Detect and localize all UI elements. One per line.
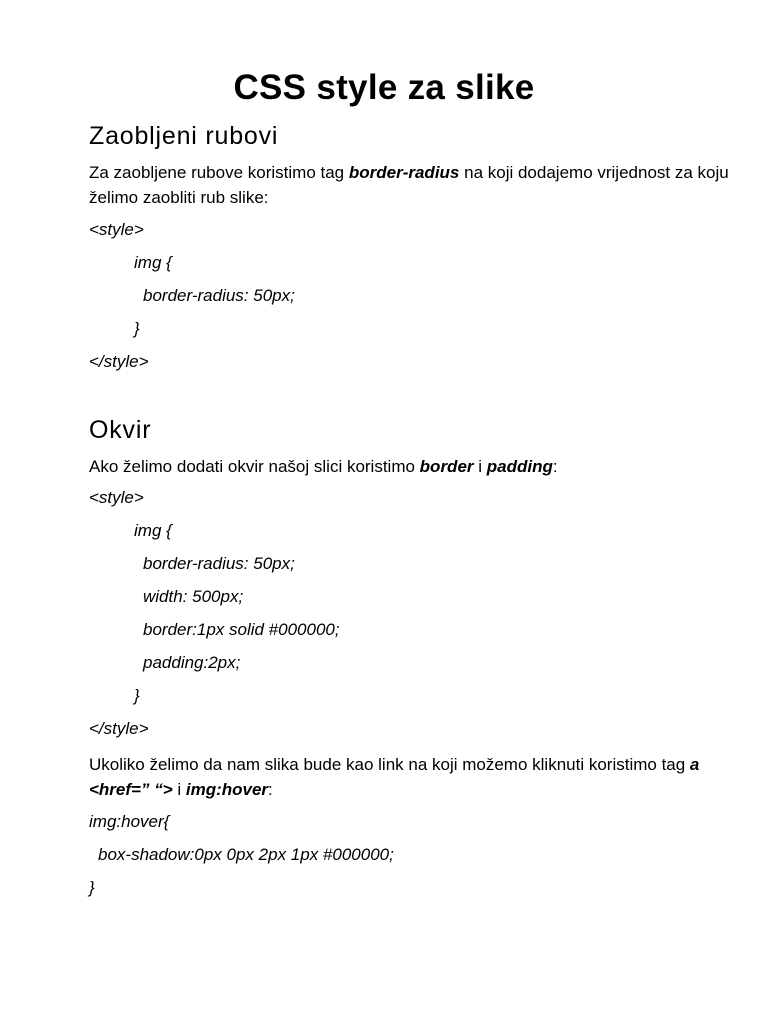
code2-style-close: </style> — [89, 719, 149, 738]
code-style-close: </style> — [89, 352, 149, 371]
code3-rule-box-shadow: box-shadow:0px 0px 2px 1px #000000; — [98, 845, 394, 864]
section-heading-zaobljeni-rubovi: Zaobljeni rubovi — [89, 122, 279, 150]
section2-paragraph — [89, 454, 729, 479]
code3-hover-selector: img:hover{ — [89, 812, 170, 831]
section2-keyword-img-hover: img:hover — [185, 780, 269, 799]
section2-link-text: Ukoliko želimo da nam slika bude kao link na koji možemo kliknuti koristimo tag — [89, 755, 690, 774]
section2-keyword-padding: padding — [486, 457, 553, 476]
code2-style-open: <style> — [89, 488, 144, 507]
section1-paragraph-text-2: na koji dodajemo vrijednost za koju želimo zaobliti rub slike: — [89, 163, 729, 207]
code2-rule-border: border:1px solid #000000; — [143, 620, 340, 639]
code2-rule-width: width: 500px; — [143, 587, 244, 606]
section2-paragraph-text: Ako želimo dodati okvir našoj slici koristimo — [89, 457, 420, 476]
section2-link-text-2: i — [172, 780, 186, 799]
code2-close-brace: } — [134, 686, 140, 705]
section-heading-okvir: Okvir — [89, 416, 152, 444]
section2-keyword-border: border — [419, 457, 474, 476]
section1-paragraph-text: Za zaobljene rubove koristimo tag — [89, 163, 349, 182]
section2-paragraph-text-2: i — [473, 457, 487, 476]
page-title: CSS style za slike — [233, 68, 535, 107]
section2-paragraph-text-3: : — [552, 457, 558, 476]
code2-rule-padding: padding:2px; — [143, 653, 241, 672]
code-rule-border-radius: border-radius: 50px; — [143, 286, 295, 305]
section2-keyword-a-href: a <href=” “> — [89, 755, 700, 799]
code2-img-open: img { — [134, 521, 172, 540]
section1-keyword-border-radius: border-radius — [348, 163, 460, 182]
code-close-brace: } — [134, 319, 140, 338]
code3-close-brace: } — [89, 878, 95, 897]
code-img-open: img { — [134, 253, 172, 272]
code2-rule-border-radius: border-radius: 50px; — [143, 554, 295, 573]
section2-paragraph-link — [89, 752, 729, 802]
code-style-open: <style> — [89, 220, 144, 239]
section2-link-text-3: : — [268, 780, 273, 799]
section1-paragraph — [89, 160, 729, 210]
